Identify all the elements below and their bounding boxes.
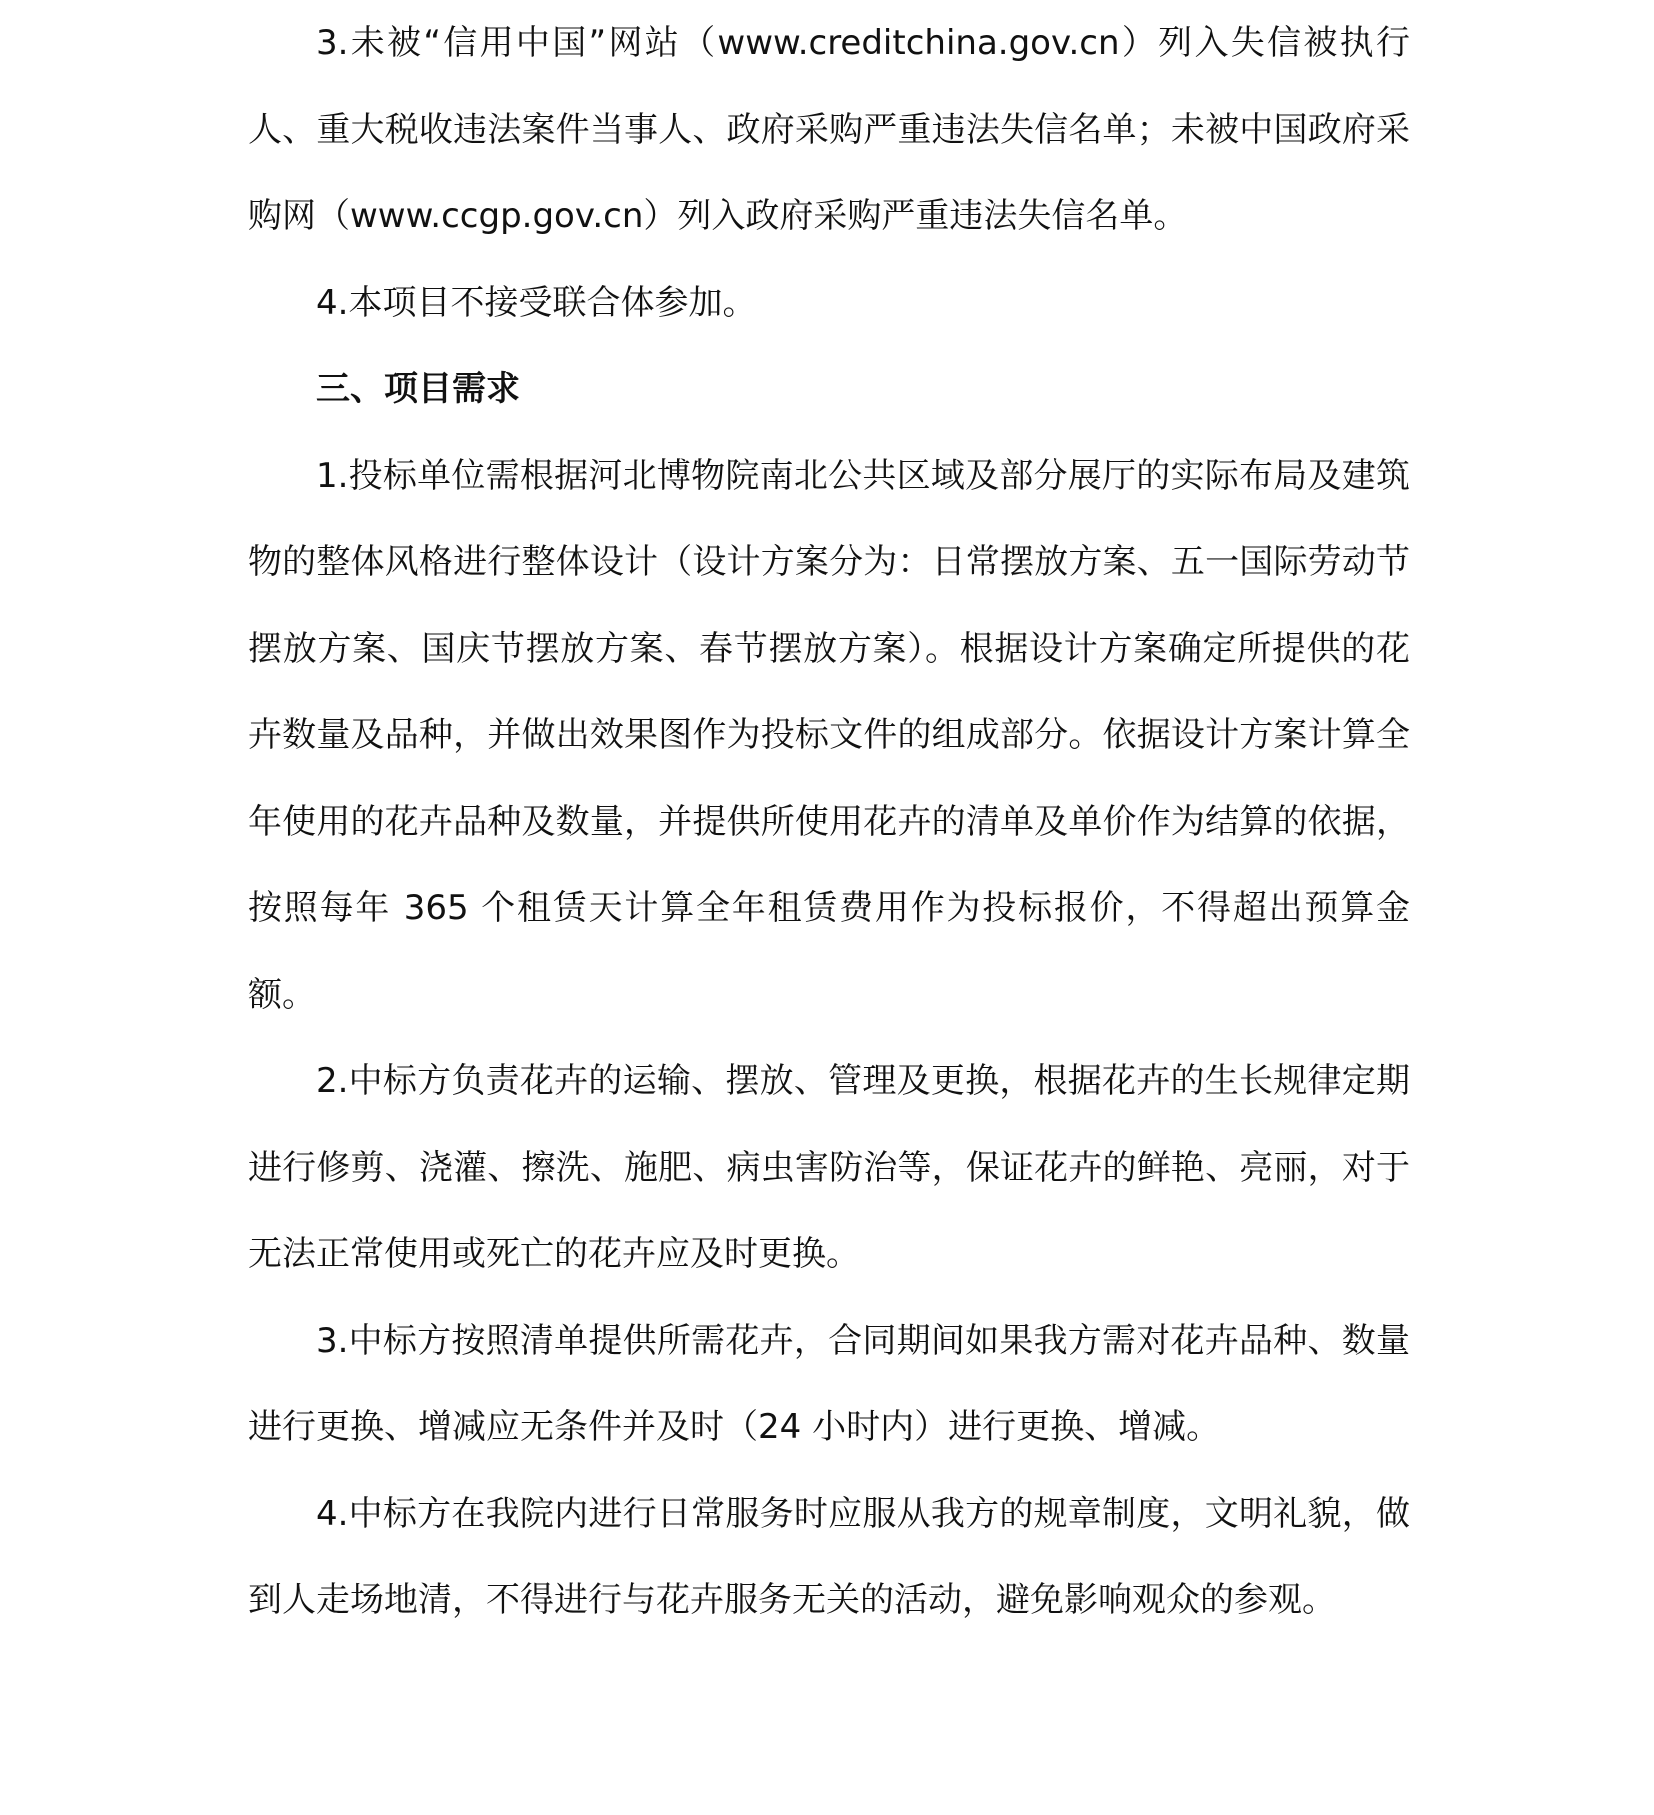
paragraph-credit-requirement: 3.未被“信用中国”网站（www.creditchina.gov.cn）列入失信被执行人、重大税收违法案件当事人、政府采购严重违法失信名单；未被中国政府采购网（www.ccgp.gov.cn）列入政府采购严重违法失信名单。 — [248, 23, 1410, 236]
paragraph-no-consortium: 4.本项目不接受联合体参加。 — [316, 282, 757, 323]
document-page — [248, 0, 1410, 1815]
paragraph-design-requirement: 1.投标单位需根据河北博物院南北公共区域及部分展厅的实际布局及建筑物的整体风格进行整体设计（设计方案分为：日常摆放方案、五一国际劳动节摆放方案、国庆节摆放方案、春节摆放方案）。根据设计方案确定所提供的花卉数量及品种，并做出效果图作为投标文件的组成部分。依据设计方案计算全年使用的花卉品种及数量，并提供所使用花卉的清单及单价作为结算的依据，按照每年 365 个租赁天计算全年租赁费用作为投标报价，不得超出预算金额。 — [248, 455, 1410, 1015]
paragraph-replacement-requirement: 3.中标方按照清单提供所需花卉，合同期间如果我方需对花卉品种、数量进行更换、增减应无条件并及时（24 小时内）进行更换、增减。 — [248, 1320, 1410, 1447]
section-heading-project-requirements: 三、项目需求 — [316, 369, 520, 409]
paragraph-conduct-requirement: 4.中标方在我院内进行日常服务时应服从我方的规章制度，文明礼貌，做到人走场地清，不得进行与花卉服务无关的活动，避免影响观众的参观。 — [248, 1493, 1410, 1620]
paragraph-maintenance-requirement: 2.中标方负责花卉的运输、摆放、管理及更换，根据花卉的生长规律定期进行修剪、浇灌、擦洗、施肥、病虫害防治等，保证花卉的鲜艳、亮丽，对于无法正常使用或死亡的花卉应及时更换。 — [248, 1061, 1410, 1274]
